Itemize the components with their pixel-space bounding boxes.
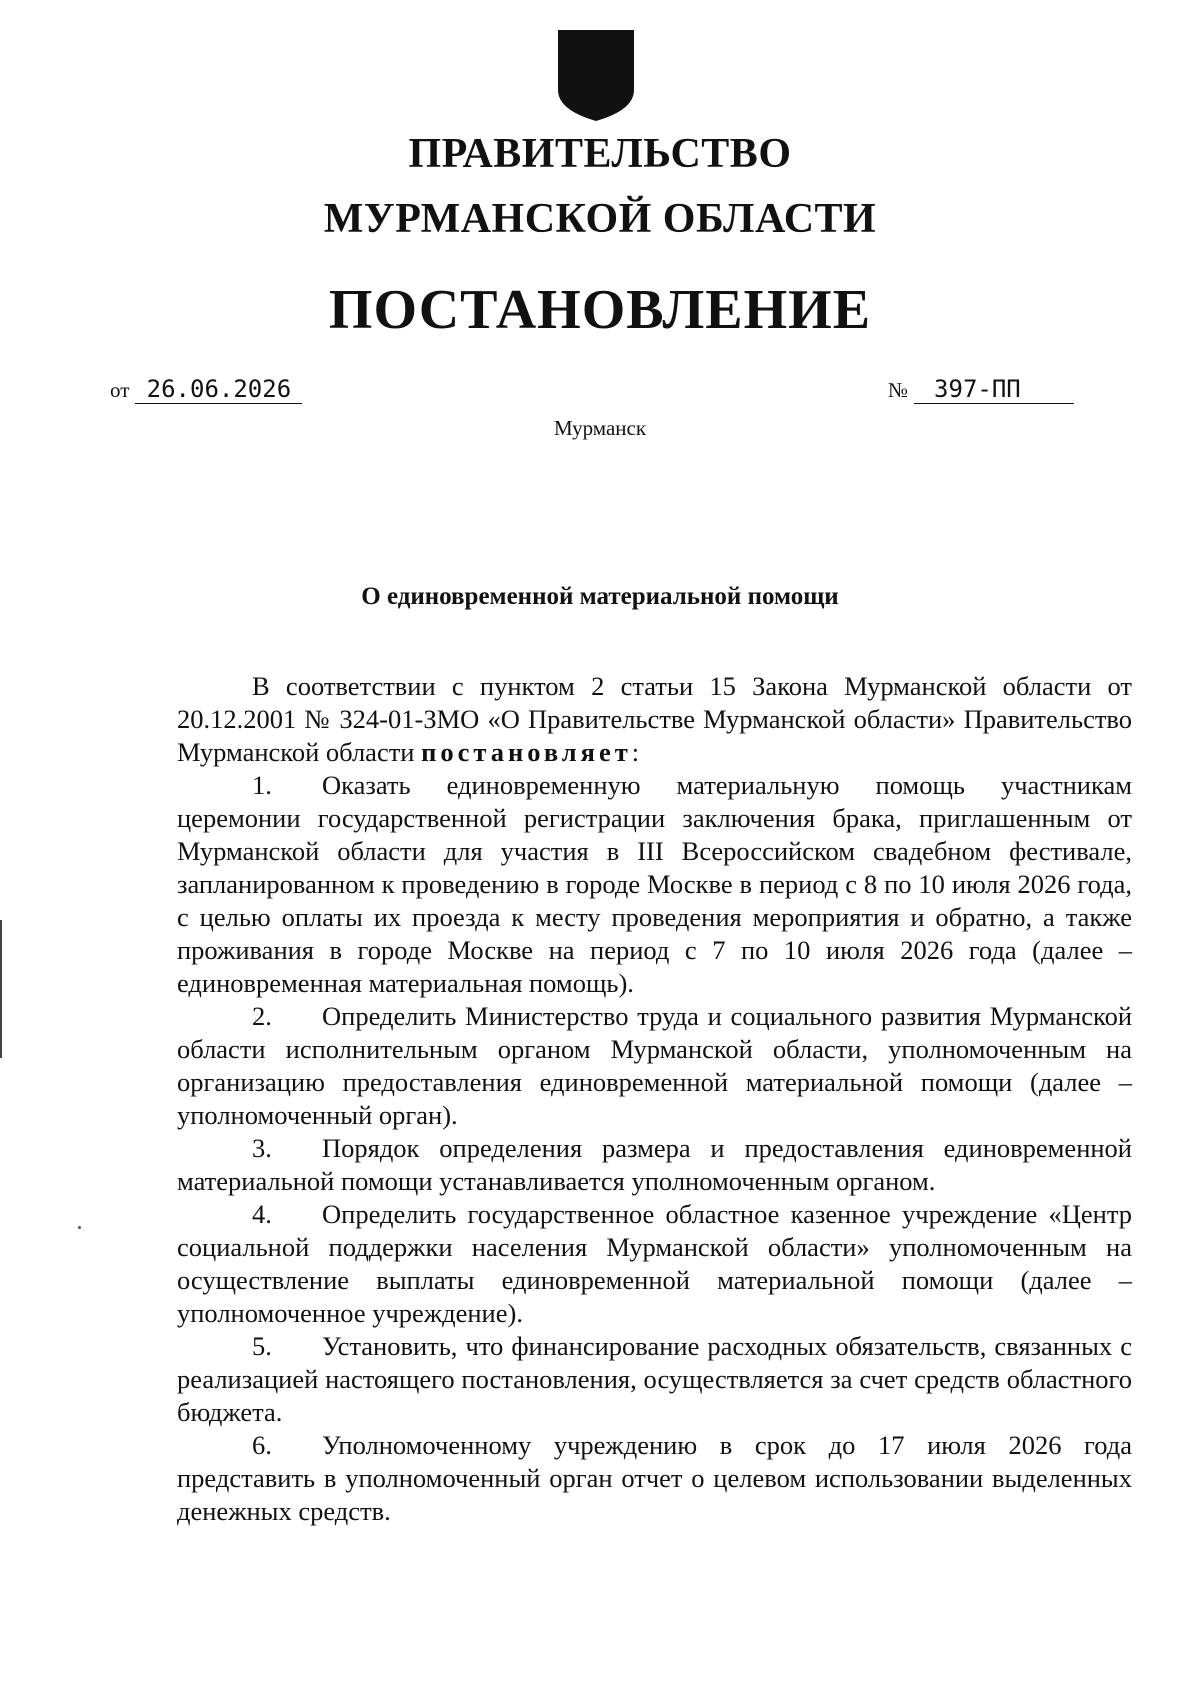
item-text: Оказать единовременную материальную помощь участникам церемонии государственной регистрации заключения брака, приглашенным от Мурманской области для участия в III Всероссийском свадебном фестивале, запланированном к проведению в городе Москве в период с 8 по 10 июля 2026 года, с целью оплаты их проезда к месту проведения мероприятия и обратно, а также проживания в городе Москве на период с 7 по 10 июля 2026 года (далее – единовременная материальная помощь). [177, 770, 1132, 998]
government-name-line2: МУРМАНСКОЙ ОБЛАСТИ [323, 196, 877, 242]
date-value: 26.06.2026 [135, 377, 302, 404]
item-number: 1. [252, 770, 272, 800]
scan-artifact-dot [78, 1226, 81, 1229]
preamble-text: В соответствии с пунктом 2 статьи 15 Закона Мурманской области от 20.12.2001 № 324-01-ЗМО «О Правительстве Мурманской области» Правительство Мурманской области [177, 671, 1132, 767]
list-item [177, 1132, 1132, 1198]
list-item [177, 1000, 1132, 1132]
item-text: Определить Министерство труда и социального развития Мурманской области исполнительным органом Мурманской области, уполномоченным на организацию предоставления единовременной материальной помощи (далее – уполномоченный орган). [177, 1001, 1132, 1130]
decree-type-title: ПОСТАНОВЛЕНИЕ [328, 279, 872, 341]
item-number: 2. [252, 1001, 272, 1031]
number-value: 397-ПП [914, 377, 1074, 404]
date-prefix: от [110, 378, 130, 402]
list-item [177, 769, 1132, 1000]
decree-body [177, 670, 1132, 1528]
item-text: Порядок определения размера и предоставления единовременной материальной помощи устанавливается уполномоченным органом. [177, 1133, 1132, 1196]
scan-artifact-line [0, 920, 2, 1058]
item-number: 5. [252, 1331, 272, 1361]
preamble-verb: постановляет [421, 737, 632, 767]
government-name-line1: ПРАВИТЕЛЬСТВО [408, 131, 792, 177]
item-number: 4. [252, 1199, 272, 1229]
list-item [177, 1198, 1132, 1330]
decree-number [888, 377, 1074, 404]
coat-of-arms-icon [556, 28, 636, 123]
list-item [177, 1429, 1132, 1528]
preamble-colon: : [631, 737, 640, 767]
item-number: 6. [252, 1430, 272, 1460]
item-number: 3. [252, 1133, 272, 1163]
list-item [177, 1330, 1132, 1429]
preamble [177, 670, 1132, 769]
item-text: Определить государственное областное казенное учреждение «Центр социальной поддержки населения Мурманской области» уполномоченным на осуществление выплаты единовременной материальной помощи (далее – уполномоченное учреждение). [177, 1199, 1132, 1328]
item-text: Установить, что финансирование расходных обязательств, связанных с реализацией настоящего постановления, осуществляется за счет средств областного бюджета. [177, 1331, 1132, 1427]
number-prefix: № [888, 378, 909, 402]
decree-date [110, 377, 302, 404]
item-text: Уполномоченному учреждению в срок до 17 июля 2026 года представить в уполномоченный орган отчет о целевом использовании выделенных денежных средств. [177, 1430, 1132, 1526]
city-name: Мурманск [553, 416, 647, 440]
decree-subject: О единовременной материальной помощи [361, 583, 839, 610]
